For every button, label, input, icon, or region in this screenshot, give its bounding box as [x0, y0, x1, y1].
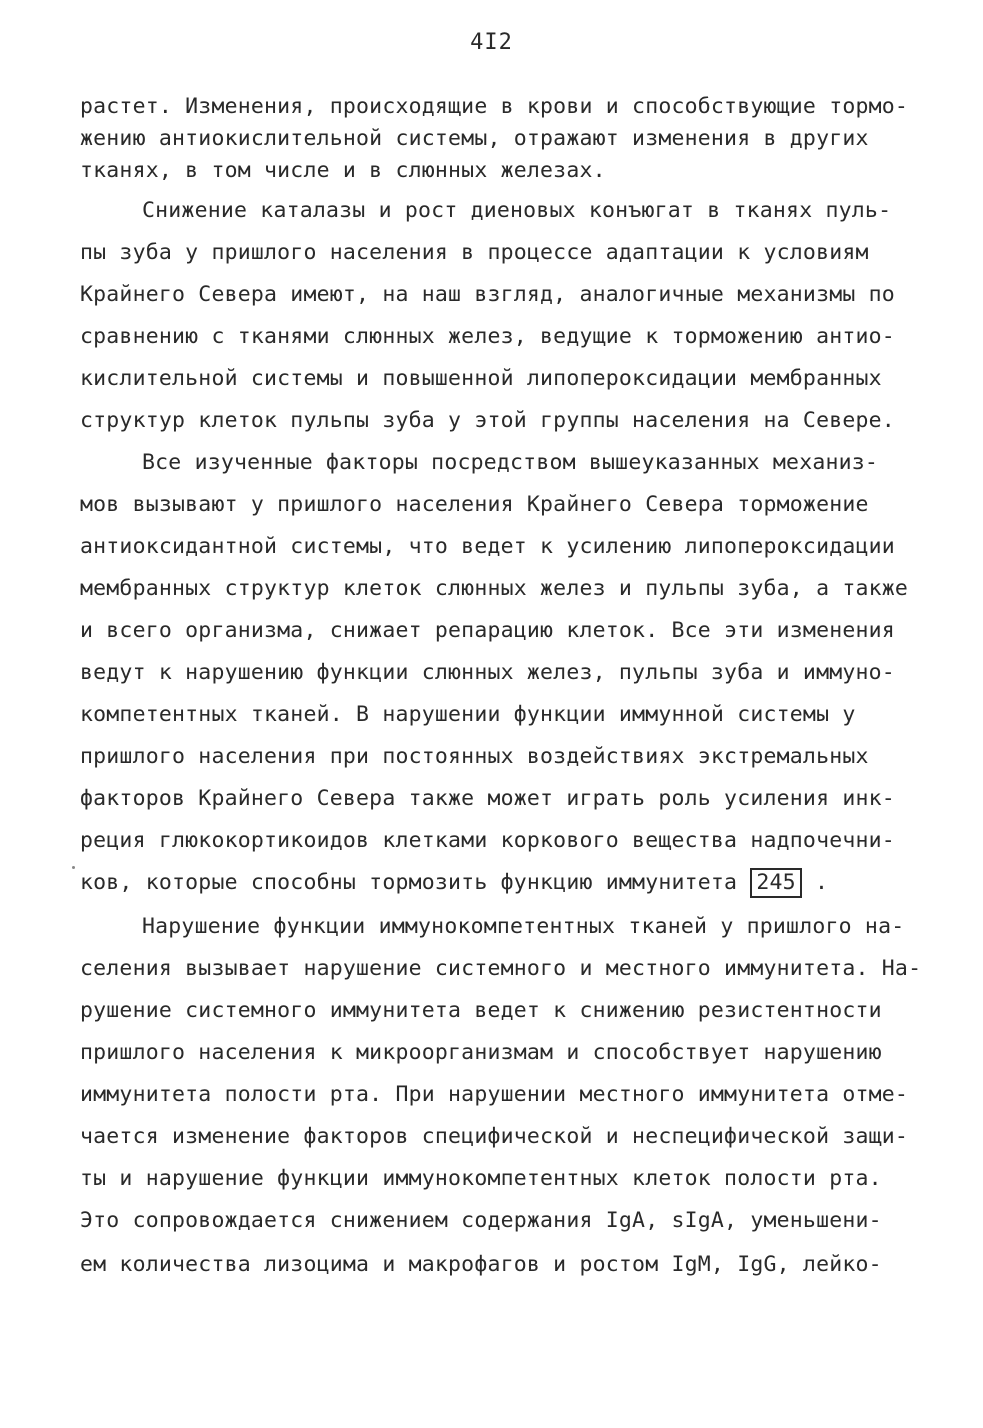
citation-reference: 245 — [750, 868, 801, 898]
text-line: ты и нарушение функции иммунокомпетентных клеток полости рта. — [80, 1166, 882, 1191]
text-line: иммунитета полости рта. При нарушении местного иммунитета отме- — [80, 1082, 909, 1107]
text-line: Все изученные факторы посредством вышеуказанных механиз- — [142, 450, 879, 475]
text-line: ведут к нарушению функции слюнных желез, пульпы зуба и иммуно- — [80, 660, 895, 685]
text-line-with-citation — [80, 868, 900, 898]
text-line: растет. Изменения, происходящие в крови и способствующие тормо- — [80, 94, 909, 119]
text-line: и всего организма, снижает репарацию клеток. Все эти изменения — [80, 618, 895, 643]
text-line: компетентных тканей. В нарушении функции иммунной системы у — [80, 702, 856, 727]
text-line: рушение системного иммунитета ведет к снижению резистентности — [80, 998, 882, 1023]
text-line: Нарушение функции иммунокомпетентных тканей у пришлого на- — [142, 914, 905, 939]
text-line: сравнению с тканями слюнных желез, ведущие к торможению антио- — [80, 324, 895, 349]
text-line: факторов Крайнего Севера также может играть роль усиления инк- — [80, 786, 895, 811]
text-line: структур клеток пульпы зуба у этой группы населения на Севере. — [80, 408, 895, 433]
text-line: чается изменение факторов специфической и неспецифической защи- — [80, 1124, 909, 1149]
text-line: кислительной системы и повышенной липопероксидации мембранных — [80, 366, 882, 391]
text-line: тканях, в том числе и в слюнных железах. — [80, 158, 606, 183]
citation-period: . — [814, 870, 829, 895]
text-line: Снижение каталазы и рост диеновых конъюгат в тканях пуль- — [142, 198, 892, 223]
text-line: пришлого населения при постоянных воздействиях экстремальных — [80, 744, 869, 769]
text-line: мов вызывают у пришлого населения Крайнего Севера торможение — [80, 492, 869, 517]
text-line: антиоксидантной системы, что ведет к усилению липопероксидации — [80, 534, 895, 559]
text-line: ем количества лизоцима и макрофагов и ростом IgM, IgG, лейко- — [80, 1252, 882, 1277]
text-line: пы зуба у пришлого населения в процессе адаптации к условиям — [80, 240, 869, 265]
text-line: пришлого населения к микроорганизмам и способствует нарушению — [80, 1040, 882, 1065]
page-number: 4I2 — [470, 30, 513, 55]
text-segment: ков, которые способны тормозить функцию иммунитета — [80, 870, 738, 895]
text-line: Это сопровождается снижением содержания IgA, sIgA, уменьшени- — [80, 1208, 882, 1233]
scan-speck — [72, 866, 75, 869]
text-line: Крайнего Севера имеют, на наш взгляд, аналогичные механизмы по — [80, 282, 895, 307]
text-line: жению антиокислительной системы, отражают изменения в других — [80, 126, 869, 151]
text-line: селения вызывает нарушение системного и местного иммунитета. На- — [80, 956, 922, 981]
text-line: мембранных структур клеток слюнных желез и пульпы зуба, а также — [80, 576, 909, 601]
text-line: реция глюкокортикоидов клетками коркового вещества надпочечни- — [80, 828, 895, 853]
